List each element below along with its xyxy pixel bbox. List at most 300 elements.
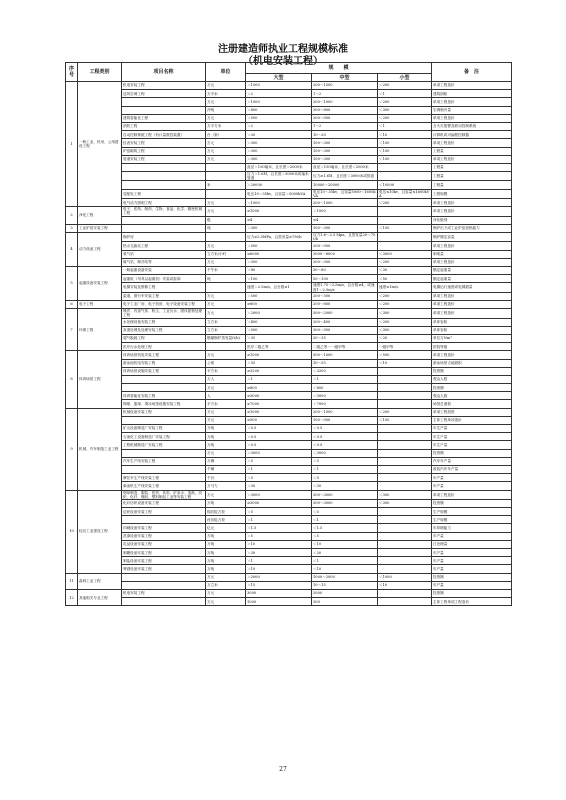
cell-item: 印刷设备安装工程 — [122, 524, 206, 532]
cell-item — [122, 516, 206, 524]
cell-small: ＜100 — [378, 139, 432, 147]
cell-category: 轻纺工业建设工程 — [78, 490, 122, 573]
cell-medium: 电压10～35kv，且容量5000～1600kVA — [313, 189, 376, 198]
cell-small — [378, 482, 432, 490]
cell-large: ＞300 — [246, 139, 312, 147]
cell-seq: 8 — [66, 351, 78, 408]
cell-unit — [206, 343, 246, 351]
cell-medium: 300 — [312, 598, 378, 606]
table-row — [66, 292, 512, 300]
cell-unit: 万马力 — [206, 482, 246, 490]
cell-small: ＜200 — [378, 300, 432, 308]
cell-medium: ＜3000 — [312, 449, 378, 457]
cell-item — [122, 98, 206, 106]
cell-unit: 万人 — [206, 375, 246, 383]
table-row — [66, 233, 512, 242]
cell-medium: 300～800 — [312, 106, 378, 114]
cell-unit: 万元 — [206, 416, 246, 424]
table-row — [66, 275, 512, 283]
cell-small — [378, 375, 432, 383]
cell-remark: 锅炉额定容量 — [432, 233, 512, 242]
cell-large: ＞800 — [246, 106, 312, 114]
table-row — [66, 516, 512, 524]
cell-small: ＜200 — [378, 114, 432, 122]
cell-remark: 年产量 — [432, 474, 512, 482]
cell-large: ≥1000 — [246, 351, 312, 359]
cell-small — [378, 172, 432, 181]
cell-medium: ＜5 — [312, 457, 378, 465]
cell-large: ＞300 — [246, 258, 312, 266]
cell-small: ＜200 — [378, 408, 432, 416]
header-category: 工程类别 — [78, 63, 122, 82]
cell-small — [378, 400, 432, 408]
cell-large: ＞1 — [246, 557, 312, 565]
cell-large: ＞500 — [246, 292, 312, 300]
cell-remark: 单项工程造价 — [432, 309, 512, 318]
cell-category: 动力设备工程 — [78, 233, 122, 267]
cell-item: 灰渣处理及处理安装工程 — [122, 326, 206, 334]
cell-remark: 投资额 — [432, 367, 512, 375]
cell-remark: 含火灾报警及联动控制系统 — [432, 122, 512, 130]
standards-table — [65, 62, 512, 606]
cell-medium: 100～300 — [312, 155, 378, 163]
table-row — [66, 189, 512, 198]
cell-large: ＞0.5 — [246, 425, 312, 433]
cell-small: ＜200 — [378, 292, 432, 300]
table-row — [66, 408, 512, 416]
cell-unit: 万元 — [206, 408, 246, 416]
table-row — [66, 309, 512, 318]
cell-seq: 2 — [66, 207, 78, 225]
cell-seq: 10 — [66, 490, 78, 573]
cell-remark: 建筑面积 — [432, 90, 512, 98]
table-row — [66, 449, 512, 457]
table-row — [66, 139, 512, 147]
cell-medium: 二级乙等～一级甲等 — [312, 343, 378, 351]
cell-medium: ＜1 — [312, 516, 378, 524]
cell-unit: 万元 — [206, 351, 246, 359]
table-row — [66, 181, 512, 189]
header-unit: 单位 — [206, 63, 246, 82]
cell-item: 体育智能化安装工程 — [122, 392, 206, 400]
cell-seq: 4 — [66, 233, 78, 267]
cell-large: 直径＞150毫米，且长度＞2000米 — [246, 163, 312, 171]
cell-remark: 制氧量 — [432, 250, 512, 258]
cell-unit: 万元 — [206, 309, 246, 318]
cell-small — [378, 392, 432, 400]
cell-item — [122, 172, 206, 181]
cell-medium: ＜5 — [312, 532, 378, 540]
table-row — [66, 250, 512, 258]
cell-category: 森林工业工程 — [78, 573, 122, 589]
cell-category: 体育场馆工程 — [78, 351, 122, 408]
table-row — [66, 131, 512, 139]
table-row — [66, 433, 512, 441]
cell-item: 洗涤设备安装工程 — [122, 532, 206, 540]
table-row — [66, 326, 512, 334]
cell-small — [378, 524, 432, 532]
cell-medium: ＜3000 — [312, 392, 378, 400]
cell-large: ＞2 — [246, 122, 312, 130]
cell-remark: 额定起重量 — [432, 267, 512, 275]
table-row — [66, 508, 512, 516]
cell-medium: 200～400 — [312, 318, 378, 326]
cell-remark: 单项工程造价 — [432, 300, 512, 308]
cell-remark: 单项工程投资 — [432, 408, 512, 416]
table-row — [66, 163, 512, 171]
cell-small: ＜300 — [378, 490, 432, 499]
cell-item: 电子工业厂房、电子机房、电子设备安装工程 — [122, 300, 206, 308]
cell-large: 压力＞1.6Ｍ，且长度＞3000米或毫米管道 — [246, 172, 312, 181]
cell-small: ＜200 — [378, 318, 432, 326]
cell-remark: 单体容积 — [432, 318, 512, 326]
cell-medium: ＜7000 — [312, 400, 378, 408]
cell-large: ＞15 — [246, 581, 312, 589]
cell-medium: 100～300 — [312, 147, 378, 155]
cell-remark: 电梯运行速度或电梯数量 — [432, 283, 512, 292]
cell-unit: 万吨 — [206, 540, 246, 548]
cell-remark: 单位万Nm³ — [432, 334, 512, 342]
cell-medium: 20～35 — [312, 334, 378, 342]
table-row — [66, 122, 512, 130]
table-row — [66, 90, 512, 98]
cell-unit — [206, 172, 246, 181]
table-row — [66, 242, 512, 250]
cell-remark: 主体工程单项造价 — [432, 416, 512, 424]
cell-item — [122, 449, 206, 457]
cell-category: 电子工程 — [78, 300, 122, 308]
table-row — [66, 524, 512, 532]
cell-large: ＞20000 — [246, 181, 312, 189]
cell-large: ＞2 — [246, 90, 312, 98]
cell-small — [378, 457, 432, 465]
table-row — [66, 375, 512, 383]
cell-item: 纺织设备安装工程 — [122, 508, 206, 516]
cell-remark: 工程量 — [432, 147, 512, 155]
cell-medium: 100～300 — [312, 139, 378, 147]
cell-small — [378, 233, 432, 242]
cell-large: ≥3000 — [246, 499, 312, 507]
cell-seq: 11 — [66, 573, 78, 589]
cell-remark: 年产量 — [432, 565, 512, 573]
cell-large: ＞5 — [246, 457, 312, 465]
cell-large: ＞1 — [246, 375, 312, 383]
cell-seq: 7 — [66, 309, 78, 351]
cell-remark: 单项工程造价 — [432, 114, 512, 122]
cell-large: ＞1000 — [246, 199, 312, 207]
cell-medium: 速度1.75～2.5m/s，且台数≥4，或速度1～2.5m/s — [312, 283, 378, 292]
cell-item: 乳品设备安装工程 — [122, 540, 206, 548]
cell-small: ＜300 — [378, 309, 432, 318]
cell-item — [122, 106, 206, 114]
cell-large: ＞5 — [246, 532, 312, 540]
cell-item: 超气脱硫工程 — [122, 334, 206, 342]
cell-item: 医疗污水处理工程 — [122, 343, 206, 351]
table-row — [66, 532, 512, 540]
cell-remark: 年印刷能力 — [432, 524, 512, 532]
cell-item: 机械设备安装工程 — [122, 408, 206, 416]
cell-remark: 主体工程单项工程造价 — [432, 598, 512, 606]
cell-item: 体育场馆设施安装工程 — [122, 367, 206, 375]
cell-unit: 亿元 — [206, 524, 246, 532]
cell-item: 啤酒设备安装工程 — [122, 565, 206, 573]
cell-small: ＜100 — [378, 224, 432, 232]
cell-unit: 万元 — [206, 449, 246, 457]
cell-remark: 年生产量 — [432, 425, 512, 433]
cell-category: 机械、汽车制造工业工程 — [78, 408, 122, 490]
cell-medium: 100～300 — [312, 224, 378, 232]
cell-medium: 压力1.6～2.5 Mpa，且蒸发量20～75t/h — [312, 233, 378, 242]
cell-item: 电气动力照明工程 — [122, 199, 206, 207]
cell-remark: 单项工程造价 — [432, 98, 512, 106]
cell-remark: 生产规模 — [432, 516, 512, 524]
cell-medium: 压力≥1.6Ｍ，且长度＜3000米或管道 — [312, 172, 378, 181]
cell-medium: 1～2 — [312, 90, 378, 98]
cell-small — [378, 367, 432, 375]
cell-large: ＞80 — [246, 267, 312, 275]
cell-medium: ＜0.5 — [312, 425, 378, 433]
table-row — [66, 155, 512, 163]
cell-remark: 工程量 — [432, 181, 512, 189]
cell-small: ＜20 — [378, 334, 432, 342]
cell-medium: 100～500 — [312, 416, 378, 424]
cell-large: ＞35 — [246, 334, 312, 342]
cell-category: 其他相关专业工程 — [78, 589, 122, 605]
table-row — [66, 557, 512, 565]
cell-item — [122, 216, 206, 224]
cell-unit: 平方米 — [206, 400, 246, 408]
cell-item: 制糖设备安装工程 — [122, 549, 206, 557]
table-row — [66, 334, 512, 342]
cell-item — [122, 375, 206, 383]
cell-item: 柴油机生产线安装工程 — [122, 482, 206, 490]
cell-item: 矿山设备制造厂安装工程 — [122, 425, 206, 433]
page-number: 27 — [279, 766, 287, 773]
cell-large: ＞1 — [246, 465, 312, 473]
cell-small: ＜1000 — [378, 573, 432, 581]
cell-remark: 净化级别 — [432, 216, 512, 224]
cell-unit: 万元 — [206, 147, 246, 155]
cell-unit: 万元 — [206, 98, 246, 106]
cell-category: 工业炉窑安装工程 — [78, 224, 122, 232]
header-medium: 中型 — [312, 74, 378, 82]
cell-small — [378, 532, 432, 540]
cell-unit: 万元 — [206, 114, 246, 122]
header-large: 大型 — [246, 74, 312, 82]
cell-unit: 万吨 — [206, 565, 246, 573]
table-row — [66, 565, 512, 573]
cell-unit — [206, 233, 246, 242]
cell-item: 化纤纺织设备安装工程 — [122, 499, 206, 507]
cell-remark: 年产量 — [432, 557, 512, 565]
cell-large: ≥500 — [246, 416, 312, 424]
cell-remark: 锅炉出力或工业炉窑加热能力 — [432, 224, 512, 232]
cell-small: ＜30 — [378, 267, 432, 275]
cell-small — [378, 549, 432, 557]
cell-unit: 吨 — [206, 224, 246, 232]
cell-large: ＞30 — [246, 549, 312, 557]
table-row — [66, 540, 512, 548]
cell-small — [378, 207, 432, 216]
cell-small: ＜10 — [378, 131, 432, 139]
cell-category: 起重设备安装工程 — [78, 267, 122, 301]
cell-medium: 200～1000 — [312, 199, 378, 207]
cell-small — [378, 242, 432, 250]
cell-remark: 单项工程造价 — [432, 207, 512, 216]
table-row — [66, 549, 512, 557]
cell-unit: 万立米 — [206, 581, 246, 589]
cell-large: ≥3200 — [246, 367, 312, 375]
cell-remark: 单项工程造价 — [432, 351, 512, 359]
cell-item: 水处理设备安装工程 — [122, 318, 206, 326]
cell-seq: 9 — [66, 408, 78, 490]
cell-large: 电压10～35kv，且容量＞5000kVA — [246, 189, 312, 198]
cell-medium: 1～2 — [312, 122, 378, 130]
cell-large: 压力≥2.5MPa，且蒸发量≥75t/h — [246, 233, 312, 242]
cell-remark: 工程量 — [432, 172, 512, 181]
cell-unit: 万元 — [206, 139, 246, 147]
table-row — [66, 589, 512, 597]
cell-unit — [206, 283, 246, 292]
cell-item — [122, 573, 206, 581]
cell-seq: 6 — [66, 300, 78, 308]
cell-large: ＞30 — [246, 482, 312, 490]
page-title: 注册建造师执业工程规模标准 — [218, 44, 348, 55]
cell-small: 电压≤10kv，且容量≤1600kVA — [378, 189, 432, 198]
cell-large: ＞300 — [246, 147, 312, 155]
table-row — [66, 457, 512, 465]
cell-small: ＜1 — [378, 90, 432, 98]
cell-item: 煤气站、制冷站等 — [122, 258, 206, 266]
table-row — [66, 283, 512, 292]
table-body — [66, 82, 512, 606]
cell-small — [378, 508, 432, 516]
cell-small: ＜300 — [378, 106, 432, 114]
cell-medium: 30～80 — [312, 267, 378, 275]
cell-medium: ＜1.5 — [312, 524, 378, 532]
cell-remark: 年产量 — [432, 549, 512, 557]
cell-medium: 200～500 — [312, 292, 378, 300]
cell-remark: 单项工程造价 — [432, 155, 512, 163]
cell-unit: 吨 — [206, 275, 246, 283]
cell-medium: ≤4 — [312, 216, 378, 224]
cell-remark: 计算机或可编程控制器 — [432, 131, 512, 139]
cell-small: ＜100 — [378, 155, 432, 163]
cell-remark: 年生产量 — [432, 441, 512, 449]
cell-small: ＜10000 — [378, 181, 432, 189]
cell-small: ＜10 — [378, 581, 432, 589]
header-item: 项目名称 — [122, 63, 206, 82]
cell-remark: 单项工程造价 — [432, 199, 512, 207]
cell-item: 电子、医药、制药、生物、食品、化学、精密机械工程 — [122, 207, 206, 216]
cell-large: ＞1 — [246, 516, 312, 524]
cell-large: ＞5 — [246, 508, 312, 516]
cell-unit: 万元 — [206, 199, 246, 207]
cell-remark: 单项工程造价 — [432, 292, 512, 300]
cell-remark: 医院等级 — [432, 343, 512, 351]
cell-seq: 12 — [66, 589, 78, 605]
table-row — [66, 441, 512, 449]
cell-large: ＞2000 — [246, 309, 312, 318]
cell-medium: 200～1000 — [312, 408, 378, 416]
cell-item: 汽车生产线安装工程 — [122, 457, 206, 465]
cell-unit: 平方米 — [206, 367, 246, 375]
cell-item — [122, 465, 206, 473]
cell-unit: 万吨 — [206, 557, 246, 565]
cell-small: ＜200 — [378, 98, 432, 106]
cell-medium: ＜0.5 — [312, 433, 378, 441]
cell-item: 游泳池机电安装工程 — [122, 359, 206, 367]
table-row — [66, 482, 512, 490]
cell-small — [378, 474, 432, 482]
cell-small: 一级甲等 — [378, 343, 432, 351]
cell-small — [378, 589, 432, 597]
table-row — [66, 573, 512, 581]
cell-unit: 万元 — [206, 82, 246, 90]
cell-item — [122, 416, 206, 424]
cell-unit: 万平米 — [206, 90, 246, 98]
cell-small: ＜50 — [378, 275, 432, 283]
cell-small: ＜10 — [378, 359, 432, 367]
cell-medium: 300～3000 — [312, 499, 378, 507]
cell-small — [378, 425, 432, 433]
cell-item: 机电安装工程 — [122, 589, 206, 597]
cell-item: 管道安装工程 — [122, 155, 206, 163]
cell-large: ＞500 — [246, 242, 312, 250]
cell-unit: 棉纺锭万枚 — [206, 508, 246, 516]
cell-unit: 万元 — [206, 207, 246, 216]
cell-large: ≥6000 — [246, 250, 312, 258]
cell-unit: 万元 — [206, 292, 246, 300]
cell-remark: 单项工程造价 — [432, 490, 512, 499]
cell-remark: 投资额 — [432, 449, 512, 457]
table-row — [66, 581, 512, 589]
cell-medium: ＜30 — [312, 482, 378, 490]
cell-unit: 万辆 — [206, 457, 246, 465]
cell-item: 锅炉房 — [122, 233, 206, 242]
cell-medium: ＜5 — [312, 508, 378, 516]
cell-large: ＞0.5 — [246, 441, 312, 449]
cell-large: ＞3000 — [246, 490, 312, 499]
cell-medium: ＜10 — [312, 540, 378, 548]
cell-unit: 万吨 — [206, 549, 246, 557]
cell-seq: 1 — [66, 82, 78, 207]
cell-large: ≥7000 — [246, 400, 312, 408]
cell-large: ＞300 — [246, 155, 312, 163]
cell-small: ＜100 — [378, 416, 432, 424]
cell-item: 建筑智能化工程 — [122, 114, 206, 122]
cell-seq: 5 — [66, 267, 78, 301]
table-row — [66, 392, 512, 400]
table-row — [66, 400, 512, 408]
cell-small: ＜3000 — [378, 250, 432, 258]
cell-category: 一般工业、民用、公用建设工程 — [78, 82, 122, 207]
cell-large: ＞100 — [246, 275, 312, 283]
cell-unit: 立方米 — [206, 326, 246, 334]
cell-medium: 直径＞150毫米，且长度＜2000米 — [312, 163, 378, 171]
cell-small: ＜300 — [378, 499, 432, 507]
cell-medium: 10000～20000 — [312, 181, 378, 189]
cell-item: 炉窑砌筑工程 — [122, 147, 206, 155]
cell-medium: 50～100 — [312, 275, 378, 283]
cell-large: ≥1000 — [246, 408, 312, 416]
cell-unit — [206, 189, 246, 198]
cell-large: 医疗二级乙等 — [246, 343, 312, 351]
cell-large: ＞10 — [246, 540, 312, 548]
table-row — [66, 351, 512, 359]
table-row — [66, 172, 512, 181]
cell-remark: 年产量 — [432, 581, 512, 589]
